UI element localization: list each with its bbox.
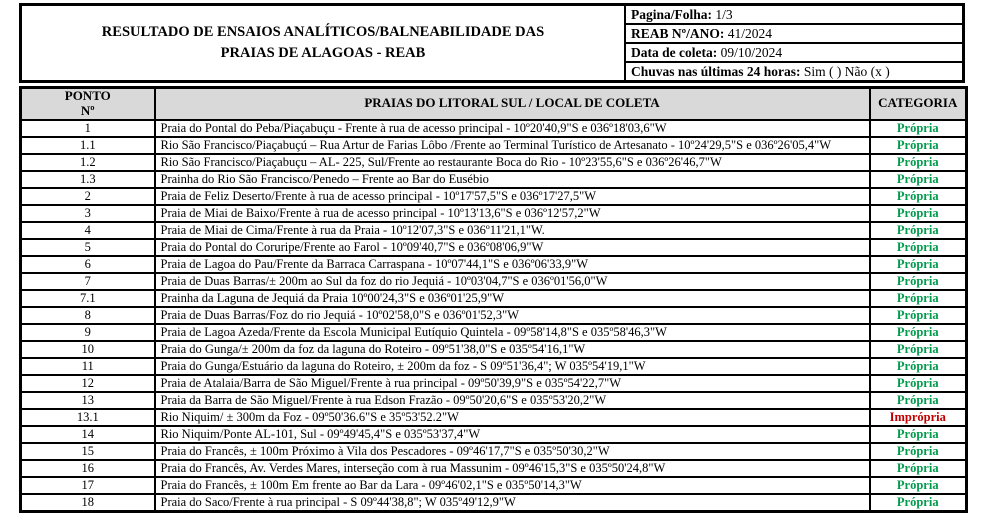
categoria-cell: Própria (870, 205, 967, 222)
local-cell: Praia do Francês, ± 100m Em frente ao Bar da Lara - 09º46'02,1"S e 035º50'14,3"W (155, 477, 870, 494)
table-row (21, 494, 967, 512)
categoria-cell: Própria (870, 358, 967, 375)
table-row (21, 426, 967, 443)
ponto-cell: 12 (21, 375, 155, 392)
local-cell: Praia do Gunga/Estuário da laguna do Roteiro, ± 200m da foz - S 09º51'36,4"; W 035º54'19,1"W (155, 358, 870, 375)
info-row-data-coleta (625, 43, 964, 62)
ponto-cell: 8 (21, 307, 155, 324)
categoria-cell: Própria (870, 341, 967, 358)
report-title-line1: RESULTADO DE ENSAIOS ANALÍTICOS/BALNEABILIDADE DAS (101, 23, 545, 40)
pagina-label: Pagina/Folha: (631, 6, 713, 22)
categoria-cell: Própria (870, 137, 967, 154)
data-coleta-label: Data de coleta: (631, 44, 718, 60)
ponto-cell: 6 (21, 256, 155, 273)
local-cell: Praia do Pontal do Coruripe/Frente ao Farol - 10º09'40,7"S e 036º08'06,9"W (155, 239, 870, 256)
categoria-cell: Própria (870, 188, 967, 205)
categoria-cell: Própria (870, 239, 967, 256)
table-row (21, 477, 967, 494)
local-cell: Praia de Miai de Cima/Frente à rua da Praia - 10º12'07,3"S e 036º11'21,1"W. (155, 222, 870, 239)
info-row-reab (625, 24, 964, 43)
local-cell: Praia do Francês, ± 100m Próximo à Vila dos Pescadores - 09º46'17,7"S e 035º50'30,2"W (155, 443, 870, 460)
categoria-cell: Própria (870, 256, 967, 273)
reab-value: 41/2024 (727, 25, 772, 41)
col-header-ponto (21, 88, 155, 120)
ponto-cell: 9 (21, 324, 155, 341)
categoria-cell: Própria (870, 273, 967, 290)
categoria-cell: Própria (870, 375, 967, 392)
local-cell: Rio Niquim/Ponte AL-101, Sul - 09º49'45,4"S e 035º53'37,4"W (155, 426, 870, 443)
table-row (21, 307, 967, 324)
local-cell: Rio São Francisco/Piaçabuçu – AL- 225, Sul/Frente ao restaurante Boca do Rio - 10º23'55,6"S e 036º26'46,7"W (155, 154, 870, 171)
table-body (21, 120, 967, 512)
local-cell: Praia do Saco/Frente à rua principal - S 09º44'38,8"; W 035º49'12,9"W (155, 494, 870, 512)
table-row (21, 239, 967, 256)
ponto-cell: 13 (21, 392, 155, 409)
ponto-cell: 1.1 (21, 137, 155, 154)
table-row (21, 205, 967, 222)
local-cell: Prainha da Laguna de Jequiá da Praia 10º00'24,3"S e 036º01'25,9"W (155, 290, 870, 307)
ponto-cell: 10 (21, 341, 155, 358)
table-row (21, 341, 967, 358)
ponto-cell: 1 (21, 120, 155, 137)
local-cell: Rio Niquim/ ± 300m da Foz - 09º50'36.6"S e 35º53'52.2"W (155, 409, 870, 426)
categoria-cell: Própria (870, 460, 967, 477)
categoria-cell: Imprópria (870, 409, 967, 426)
local-cell: Praia da Barra de São Miguel/Frente à rua Edson Frazão - 09º50'20,6"S e 035º53'20,2"W (155, 392, 870, 409)
local-cell: Praia de Miai de Baixo/Frente à rua de acesso principal - 10º13'13,6"S e 036º12'57,2"W (155, 205, 870, 222)
chuvas-value: Sim ( ) Não (x ) (803, 63, 890, 79)
ponto-cell: 1.3 (21, 171, 155, 188)
info-row-chuvas (625, 62, 964, 82)
table-row (21, 273, 967, 290)
table-row (21, 409, 967, 426)
col-header-local: PRAIAS DO LITORAL SUL / LOCAL DE COLETA (155, 88, 870, 120)
local-cell: Praia do Gunga/± 200m da foz da laguna do Roteiro - 09º51'38,0"S e 035º54'16,1"W (155, 341, 870, 358)
local-cell: Praia de Duas Barras/Foz do rio Jequiá - 10º02'58,0"S e 036º01'52,3"W (155, 307, 870, 324)
ponto-cell: 15 (21, 443, 155, 460)
ponto-cell: 7.1 (21, 290, 155, 307)
table-row (21, 256, 967, 273)
col-header-ponto-line1: PONTO (64, 88, 111, 103)
categoria-cell: Própria (870, 307, 967, 324)
ponto-cell: 13.1 (21, 409, 155, 426)
categoria-cell: Própria (870, 392, 967, 409)
table-row (21, 137, 967, 154)
pagina-value: 1/3 (715, 6, 733, 22)
data-coleta-value: 09/10/2024 (720, 44, 783, 60)
report-title-line2: PRAIAS DE ALAGOAS - REAB (220, 45, 426, 61)
categoria-cell: Própria (870, 154, 967, 171)
local-cell: Praia de Lagoa Azeda/Frente da Escola Municipal Eutíquio Quintela - 09º58'14,8"S e 035º58'46,3"W (155, 324, 870, 341)
table-row (21, 358, 967, 375)
categoria-cell: Própria (870, 171, 967, 188)
ponto-cell: 1.2 (21, 154, 155, 171)
local-cell: Praia de Duas Barras/± 200m ao Sul da foz do rio Jequiá - 10º03'04,7"S e 036º01'56,0"W (155, 273, 870, 290)
local-cell: Praia do Francês, Av. Verdes Mares, interseção com à rua Massunim - 09º46'15,3"S e 035º50'24,8"W (155, 460, 870, 477)
ponto-cell: 11 (21, 358, 155, 375)
local-cell: Praia de Lagoa do Pau/Frente da Barraca Carraspana - 10º07'44,1"S e 036º06'33,9"W (155, 256, 870, 273)
col-header-ponto-line2: Nº (80, 102, 95, 118)
table-row (21, 171, 967, 188)
local-cell: Prainha do Rio São Francisco/Penedo – Frente ao Bar do Eusébio (155, 171, 870, 188)
table-row (21, 375, 967, 392)
ponto-cell: 17 (21, 477, 155, 494)
local-cell: Rio São Francisco/Piaçabuçú – Rua Artur de Farias Lôbo /Frente ao Terminal Turístico de Artesanato - 10º24'29,5"S e 036º26'05,4"W (155, 137, 870, 154)
ponto-cell: 14 (21, 426, 155, 443)
local-cell: Praia de Feliz Deserto/Frente à rua de acesso principal - 10º17'57,5"S e 036º17'27,5"W (155, 188, 870, 205)
ponto-cell: 7 (21, 273, 155, 290)
table-row (21, 460, 967, 477)
categoria-cell: Própria (870, 120, 967, 137)
ponto-cell: 4 (21, 222, 155, 239)
ponto-cell: 16 (21, 460, 155, 477)
table-row (21, 120, 967, 137)
local-cell: Praia do Pontal do Peba/Piaçabuçu - Frente à rua de acesso principal - 10º20'40,9"S e 036º18'03,6"W (155, 120, 870, 137)
categoria-cell: Própria (870, 290, 967, 307)
local-cell: Praia de Atalaia/Barra de São Miguel/Frente à rua principal - 09º50'39,9"S e 035º54'22,7"W (155, 375, 870, 392)
results-table (19, 86, 968, 513)
ponto-cell: 18 (21, 494, 155, 512)
table-row (21, 290, 967, 307)
table-row (21, 188, 967, 205)
table-row (21, 154, 967, 171)
table-row (21, 392, 967, 409)
report-header (19, 3, 965, 83)
results-header-row (21, 88, 967, 120)
categoria-cell: Própria (870, 222, 967, 239)
reab-label: REAB Nº/ANO: (631, 25, 725, 41)
categoria-cell: Própria (870, 324, 967, 341)
report-title (21, 5, 626, 82)
chuvas-label: Chuvas nas últimas 24 horas: (631, 63, 801, 79)
categoria-cell: Própria (870, 426, 967, 443)
info-row-pagina (625, 5, 964, 25)
ponto-cell: 2 (21, 188, 155, 205)
ponto-cell: 5 (21, 239, 155, 256)
ponto-cell: 3 (21, 205, 155, 222)
table-row (21, 443, 967, 460)
categoria-cell: Própria (870, 477, 967, 494)
categoria-cell: Própria (870, 443, 967, 460)
table-row (21, 222, 967, 239)
col-header-categoria: CATEGORIA (870, 88, 967, 120)
table-row (21, 324, 967, 341)
categoria-cell: Própria (870, 494, 967, 512)
